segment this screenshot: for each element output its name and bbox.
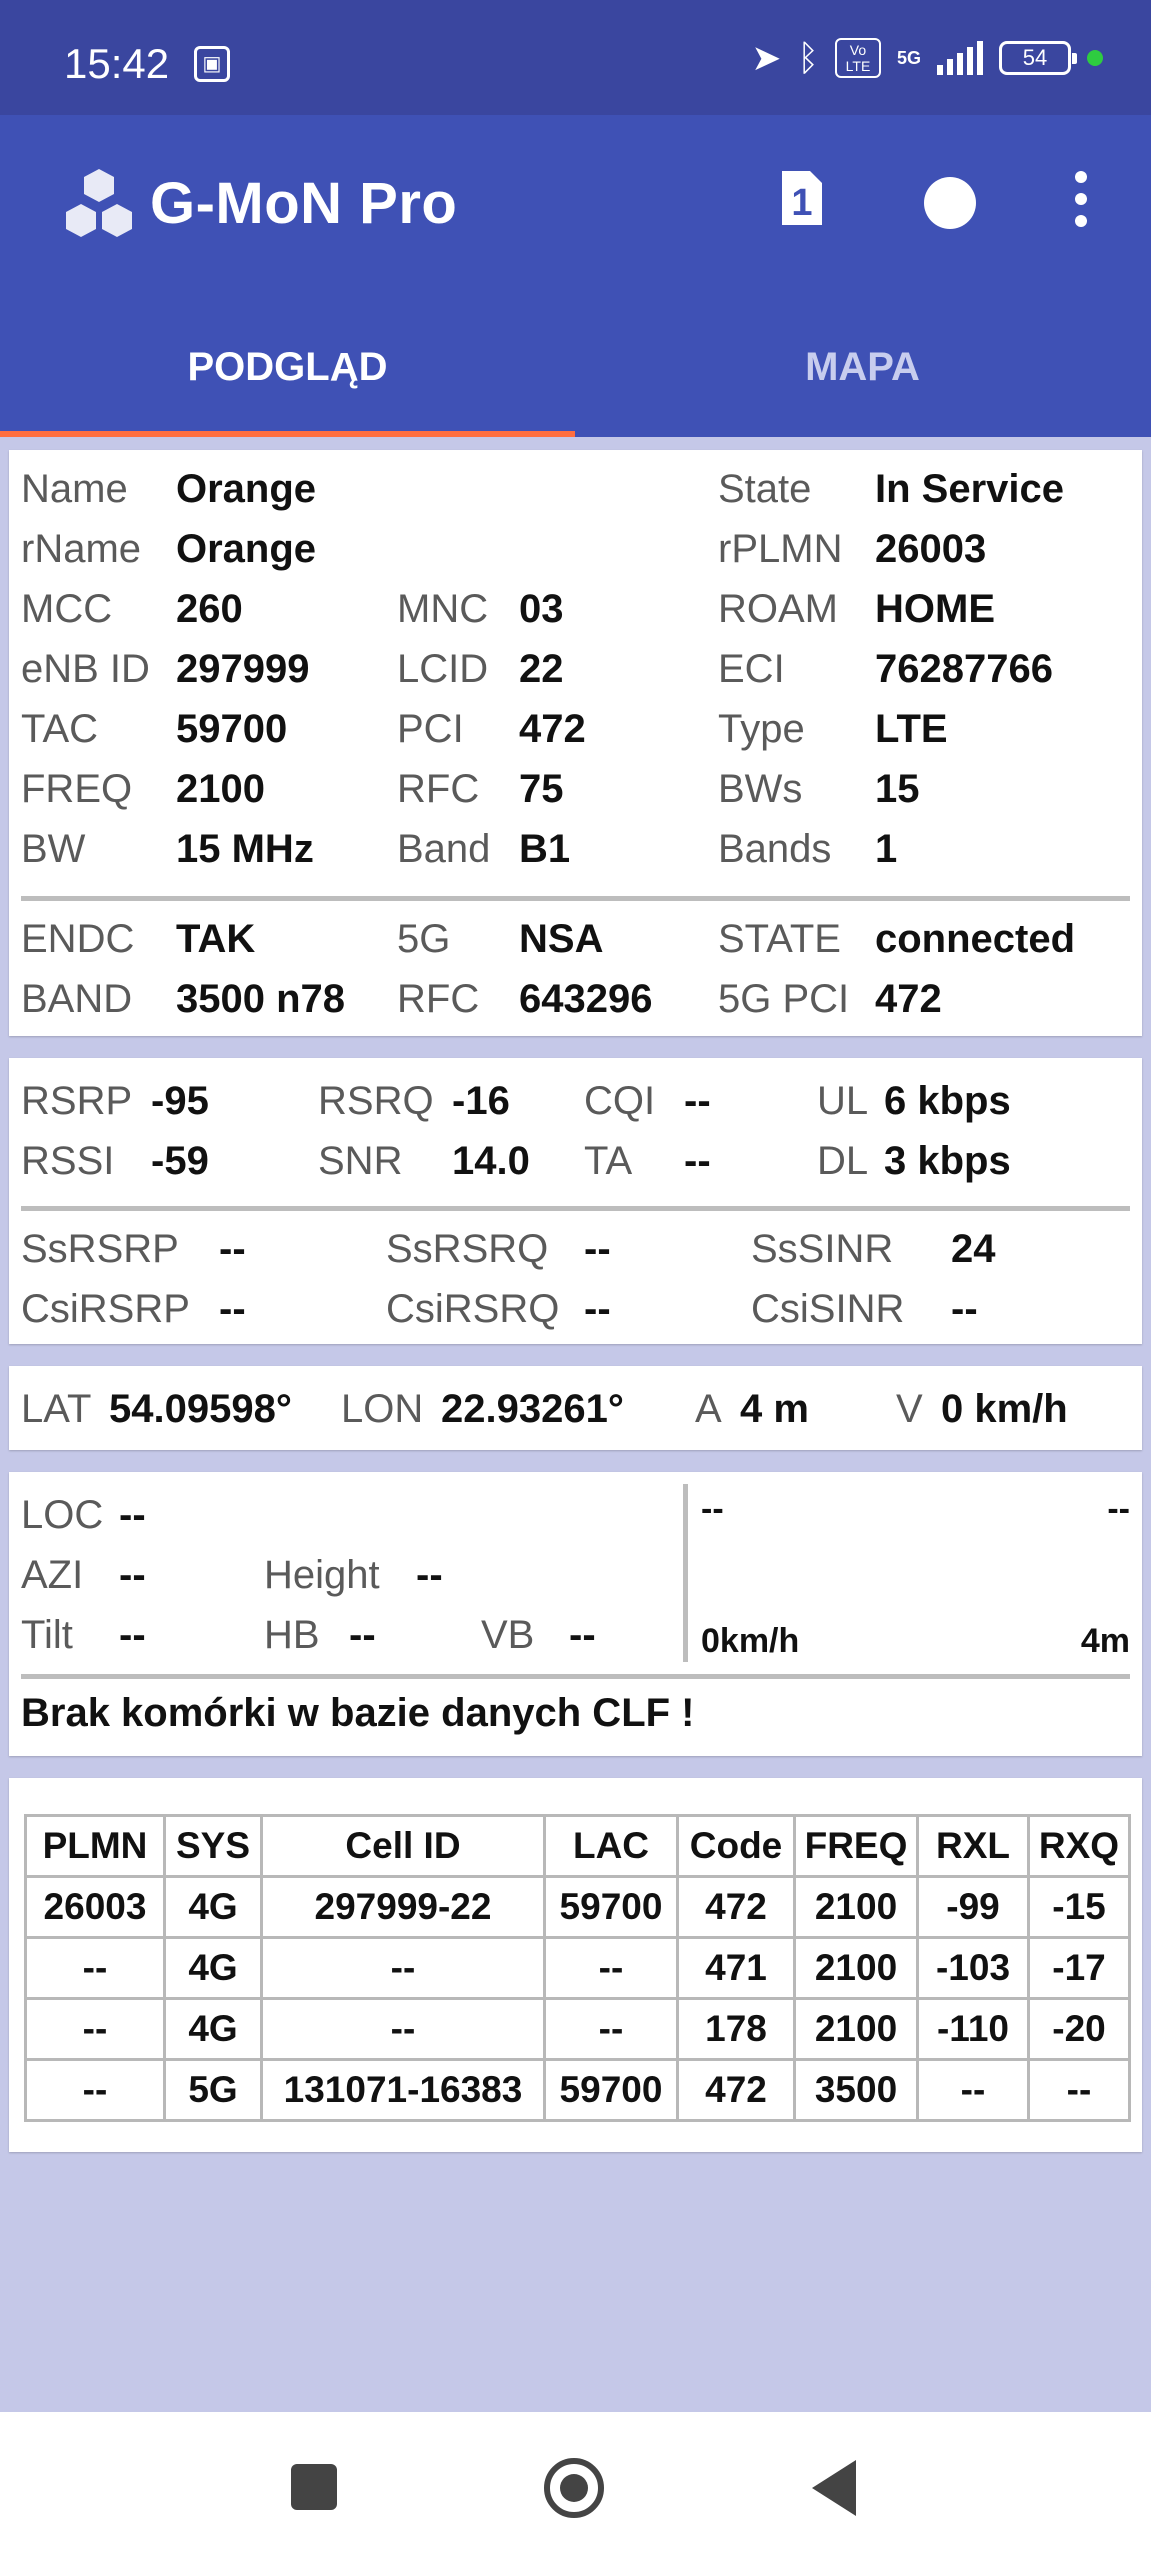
tab-indicator bbox=[0, 431, 575, 437]
cell-cell-id: -- bbox=[262, 1938, 545, 1999]
bands-label: Bands bbox=[718, 827, 832, 871]
lon-value: 22.93261° bbox=[441, 1387, 624, 1431]
vb-label: VB bbox=[481, 1613, 535, 1657]
cell-lac: 59700 bbox=[545, 2060, 678, 2121]
location-arrow-icon: ➤ bbox=[751, 37, 782, 78]
cell-lac: 59700 bbox=[545, 1877, 678, 1938]
band-value: B1 bbox=[519, 827, 571, 871]
loc-value: -- bbox=[119, 1493, 146, 1537]
dl-label: DL bbox=[817, 1139, 869, 1183]
cell-rxq: -- bbox=[1029, 2060, 1130, 2121]
csirsrq-label: CsiRSRQ bbox=[386, 1287, 560, 1331]
tac-label: TAC bbox=[21, 707, 99, 751]
type-value: LTE bbox=[875, 707, 948, 751]
speed-value: 0 km/h bbox=[941, 1387, 1068, 1431]
sim-1-icon[interactable] bbox=[776, 167, 826, 229]
screenshot-icon: ▣ bbox=[194, 46, 230, 82]
bw-value: 15 MHz bbox=[176, 827, 314, 871]
height-value: -- bbox=[416, 1553, 443, 1597]
signal-panel bbox=[9, 1058, 1142, 1344]
tab-mapa[interactable]: MAPA bbox=[805, 345, 920, 389]
csirsrq-value: -- bbox=[584, 1287, 611, 1331]
rname-value: Orange bbox=[176, 527, 317, 571]
col-code: Code bbox=[678, 1816, 795, 1877]
back-button[interactable] bbox=[812, 2460, 856, 2516]
cell-rxq: -17 bbox=[1029, 1938, 1130, 1999]
volte-icon: Vo LTE bbox=[835, 38, 881, 78]
cell-cell-id: -- bbox=[262, 1999, 545, 2060]
tac-value: 59700 bbox=[176, 707, 288, 751]
app-bar bbox=[0, 115, 1151, 437]
rplmn-value: 26003 bbox=[875, 527, 987, 571]
cell-info-panel bbox=[9, 450, 1142, 1036]
col-cell-id: Cell ID bbox=[262, 1816, 545, 1877]
mini-left-value: -- bbox=[701, 1490, 724, 1528]
mnc-label: MNC bbox=[397, 587, 489, 631]
cell-cell-id: 297999-22 bbox=[262, 1877, 545, 1938]
rfc-value: 75 bbox=[519, 767, 564, 811]
lcid-value: 22 bbox=[519, 647, 564, 691]
csisinr-label: CsiSINR bbox=[751, 1287, 905, 1331]
state2-label: STATE bbox=[718, 917, 841, 961]
type-label: Type bbox=[718, 707, 805, 751]
roam-label: ROAM bbox=[718, 587, 838, 631]
ta-label: TA bbox=[584, 1139, 633, 1183]
endc-label: ENDC bbox=[21, 917, 135, 961]
ssrsrq-value: -- bbox=[584, 1227, 611, 1271]
table-row bbox=[26, 2060, 1130, 2121]
state-label: State bbox=[718, 467, 812, 511]
neighbor-panel bbox=[9, 1778, 1142, 2152]
cell-sys: 5G bbox=[165, 2060, 262, 2121]
mini-accuracy: 4m bbox=[1080, 1622, 1130, 1660]
col-sys: SYS bbox=[165, 1816, 262, 1877]
network-5g-icon: 5G bbox=[896, 48, 921, 68]
col-lac: LAC bbox=[545, 1816, 678, 1877]
band2-label: BAND bbox=[21, 977, 133, 1021]
mcc-value: 260 bbox=[176, 587, 243, 631]
vertical-divider bbox=[683, 1484, 688, 1662]
cell-rxl: -- bbox=[918, 2060, 1029, 2121]
rfc2-value: 643296 bbox=[519, 977, 653, 1021]
overflow-menu-icon[interactable] bbox=[1066, 171, 1096, 231]
endc-value: TAK bbox=[176, 917, 256, 961]
app-logo-icon bbox=[60, 167, 138, 241]
status-time: 15:42 bbox=[64, 40, 170, 87]
col-freq: FREQ bbox=[795, 1816, 918, 1877]
roam-value: HOME bbox=[875, 587, 995, 631]
5g-label: 5G bbox=[397, 917, 451, 961]
col-plmn: PLMN bbox=[26, 1816, 165, 1877]
ssrsrp-label: SsRSRP bbox=[21, 1227, 179, 1271]
cell-sys: 4G bbox=[165, 1938, 262, 1999]
divider bbox=[21, 1206, 1130, 1211]
clf-message: Brak komórki w bazie danych CLF ! bbox=[21, 1691, 695, 1735]
height-label: Height bbox=[264, 1553, 380, 1597]
band2-value: 3500 n78 bbox=[176, 977, 346, 1021]
enb-value: 297999 bbox=[176, 647, 310, 691]
bws-label: BWs bbox=[718, 767, 803, 811]
ssrsrp-value: -- bbox=[219, 1227, 246, 1271]
sssinr-value: 24 bbox=[951, 1227, 996, 1271]
hb-value: -- bbox=[349, 1613, 376, 1657]
ul-label: UL bbox=[817, 1079, 869, 1123]
tilt-value: -- bbox=[119, 1613, 146, 1657]
rsrq-label: RSRQ bbox=[318, 1079, 434, 1123]
cell-rxl: -103 bbox=[918, 1938, 1029, 1999]
cqi-value: -- bbox=[684, 1079, 711, 1123]
table-row bbox=[26, 1877, 1130, 1938]
lat-value: 54.09598° bbox=[109, 1387, 292, 1431]
state2-value: connected bbox=[875, 917, 1076, 961]
rname-label: rName bbox=[21, 527, 142, 571]
pci5g-value: 472 bbox=[875, 977, 942, 1021]
ul-value: 6 kbps bbox=[884, 1079, 1011, 1123]
location-panel bbox=[9, 1472, 1142, 1756]
lat-label: LAT bbox=[21, 1387, 92, 1431]
cell-code: 472 bbox=[678, 1877, 795, 1938]
system-nav-bar bbox=[0, 2412, 1151, 2560]
mnc-value: 03 bbox=[519, 587, 564, 631]
signal-bars-icon bbox=[937, 41, 983, 75]
ta-value: -- bbox=[684, 1139, 711, 1183]
snr-value: 14.0 bbox=[452, 1139, 530, 1183]
table-header-row bbox=[26, 1816, 1130, 1877]
cell-rxl: -110 bbox=[918, 1999, 1029, 2060]
cell-sys: 4G bbox=[165, 1999, 262, 2060]
table-row bbox=[26, 1999, 1130, 2060]
tilt-label: Tilt bbox=[21, 1613, 73, 1657]
name-label: Name bbox=[21, 467, 128, 511]
cell-freq: 2100 bbox=[795, 1999, 918, 2060]
tab-podglad[interactable]: PODGLĄD bbox=[187, 345, 388, 389]
eci-label: ECI bbox=[718, 647, 785, 691]
divider bbox=[21, 896, 1130, 901]
cell-code: 472 bbox=[678, 2060, 795, 2121]
col-rxl: RXL bbox=[918, 1816, 1029, 1877]
divider bbox=[21, 1674, 1130, 1679]
rsrp-value: -95 bbox=[151, 1079, 209, 1123]
vb-value: -- bbox=[569, 1613, 596, 1657]
neighbor-table bbox=[24, 1814, 1131, 2122]
app-title: G-MoN Pro bbox=[150, 171, 458, 236]
cqi-label: CQI bbox=[584, 1079, 656, 1123]
azi-value: -- bbox=[119, 1553, 146, 1597]
bws-value: 15 bbox=[875, 767, 920, 811]
cell-sys: 4G bbox=[165, 1877, 262, 1938]
band-label: Band bbox=[397, 827, 491, 871]
freq-label: FREQ bbox=[21, 767, 133, 811]
rfc2-label: RFC bbox=[397, 977, 480, 1021]
lcid-label: LCID bbox=[397, 647, 489, 691]
rssi-value: -59 bbox=[151, 1139, 209, 1183]
snr-label: SNR bbox=[318, 1139, 403, 1183]
cell-lac: -- bbox=[545, 1938, 678, 1999]
azi-label: AZI bbox=[21, 1553, 84, 1597]
cell-cell-id: 131071-16383 bbox=[262, 2060, 545, 2121]
5g-value: NSA bbox=[519, 917, 604, 961]
cell-plmn: -- bbox=[26, 1999, 165, 2060]
dl-value: 3 kbps bbox=[884, 1139, 1011, 1183]
cell-code: 471 bbox=[678, 1938, 795, 1999]
pci-label: PCI bbox=[397, 707, 464, 751]
lon-label: LON bbox=[341, 1387, 424, 1431]
privacy-dot-icon bbox=[1087, 50, 1103, 66]
cell-rxq: -15 bbox=[1029, 1877, 1130, 1938]
col-rxq: RXQ bbox=[1029, 1816, 1130, 1877]
accuracy-label: A bbox=[695, 1387, 722, 1431]
sssinr-label: SsSINR bbox=[751, 1227, 894, 1271]
state-value: In Service bbox=[875, 467, 1065, 511]
csisinr-value: -- bbox=[951, 1287, 978, 1331]
csirsrp-label: CsiRSRP bbox=[21, 1287, 190, 1331]
cell-rxl: -99 bbox=[918, 1877, 1029, 1938]
table-row bbox=[26, 1938, 1130, 1999]
cell-freq: 3500 bbox=[795, 2060, 918, 2121]
mini-right-value: -- bbox=[1107, 1490, 1130, 1528]
rssi-label: RSSI bbox=[21, 1139, 115, 1183]
status-icons bbox=[751, 38, 1103, 78]
record-button[interactable] bbox=[924, 177, 976, 229]
freq-value: 2100 bbox=[176, 767, 265, 811]
mcc-label: MCC bbox=[21, 587, 113, 631]
hb-label: HB bbox=[264, 1613, 320, 1657]
cell-code: 178 bbox=[678, 1999, 795, 2060]
rplmn-label: rPLMN bbox=[718, 527, 843, 571]
recents-button[interactable] bbox=[291, 2464, 337, 2510]
cell-freq: 2100 bbox=[795, 1938, 918, 1999]
bands-value: 1 bbox=[875, 827, 898, 871]
gps-panel bbox=[9, 1366, 1142, 1450]
eci-value: 76287766 bbox=[875, 647, 1053, 691]
enb-label: eNB ID bbox=[21, 647, 150, 691]
status-bar bbox=[0, 0, 1151, 115]
mini-speed: 0km/h bbox=[701, 1622, 800, 1660]
bluetooth-icon: ᛒ bbox=[797, 37, 819, 78]
cell-plmn: -- bbox=[26, 2060, 165, 2121]
ssrsrq-label: SsRSRQ bbox=[386, 1227, 549, 1271]
csirsrp-value: -- bbox=[219, 1287, 246, 1331]
name-value: Orange bbox=[176, 467, 317, 511]
home-button[interactable] bbox=[544, 2458, 604, 2518]
cell-lac: -- bbox=[545, 1999, 678, 2060]
cell-plmn: 26003 bbox=[26, 1877, 165, 1938]
loc-label: LOC bbox=[21, 1493, 104, 1537]
cell-freq: 2100 bbox=[795, 1877, 918, 1938]
accuracy-value: 4 m bbox=[740, 1387, 809, 1431]
pci-value: 472 bbox=[519, 707, 586, 751]
rfc-label: RFC bbox=[397, 767, 480, 811]
rsrq-value: -16 bbox=[452, 1079, 510, 1123]
speed-label: V bbox=[896, 1387, 923, 1431]
rsrp-label: RSRP bbox=[21, 1079, 133, 1123]
battery-icon: 54 bbox=[999, 41, 1071, 75]
sim-1-label: 1 bbox=[791, 182, 813, 224]
cell-plmn: -- bbox=[26, 1938, 165, 1999]
bw-label: BW bbox=[21, 827, 86, 871]
cell-rxq: -20 bbox=[1029, 1999, 1130, 2060]
pci5g-label: 5G PCI bbox=[718, 977, 850, 1021]
